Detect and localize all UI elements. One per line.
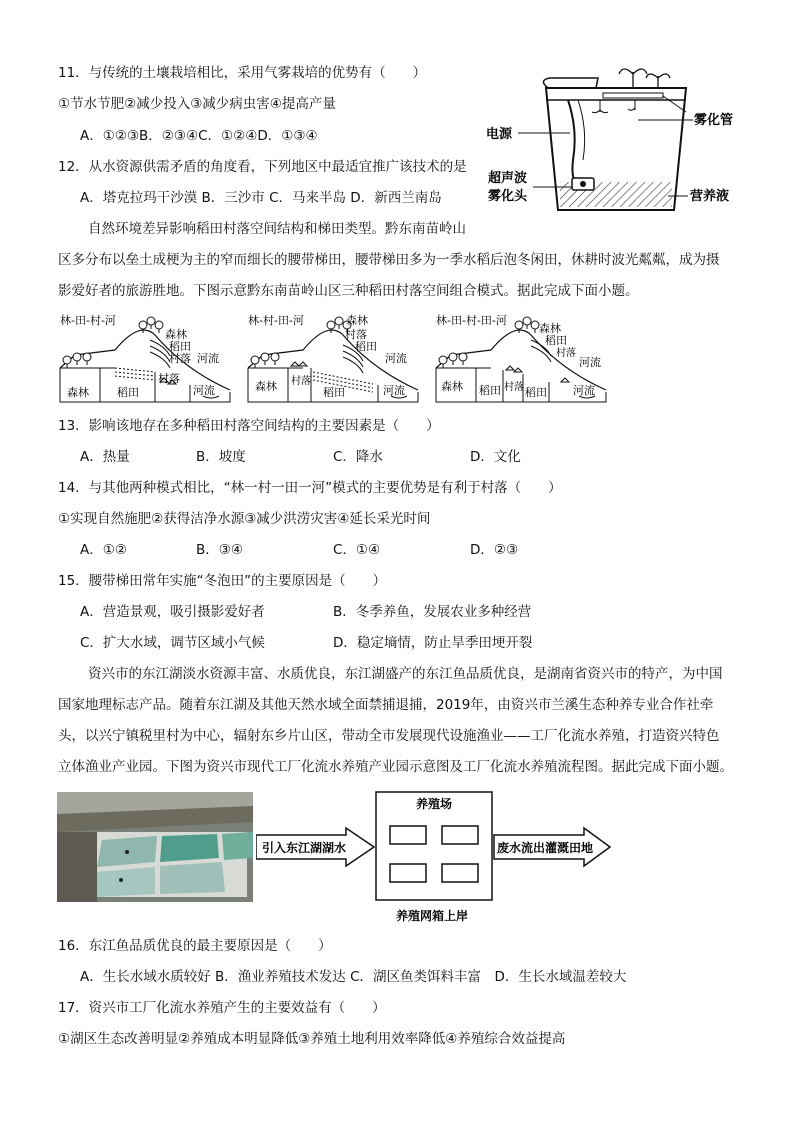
intro1-line1: 自然环境差异影响稻田村落空间结构和梯田类型。黔东南苗岭山 [88,221,466,237]
q16-options: A．生长水域水质较好 B．渔业养殖技术发达 C．湖区鱼类饵料丰富 D．生长水域温差较大 [80,969,627,985]
svg-text:林-村-田-河: 林-村-田-河 [248,314,304,327]
q14-option-a: A．①② [80,542,127,558]
svg-text:森林: 森林 [165,328,187,341]
svg-text:森林: 森林 [441,380,463,393]
q15-option-a: A．营造景观，吸引摄影爱好者 [80,604,265,620]
svg-text:河流: 河流 [383,384,405,397]
svg-text:村落: 村落 [169,352,191,365]
label-nozzle-2: 雾化头 [488,189,528,204]
q14-option-c: C．①④ [333,542,381,558]
svg-text:森林: 森林 [539,322,561,335]
svg-text:河流: 河流 [579,356,601,369]
inflow-label: 引入东江湖湖水 [262,841,347,855]
net-cage [390,826,426,844]
svg-text:稻田: 稻田 [545,334,567,347]
label-nozzle-1: 超声波 [488,171,528,186]
q14-items: ①实现自然施肥②获得洁净水源③减少洪涝灾害④延长采光时间 [58,511,431,527]
farm-label: 养殖场 [416,797,453,811]
svg-text:稻田: 稻田 [169,340,191,353]
svg-text:森林: 森林 [67,386,89,399]
svg-text:稻田: 稻田 [479,384,501,397]
label-power: 电源 [486,127,513,142]
q13-option-c: C．降水 [333,449,383,465]
q13-option-b: B．坡度 [196,449,246,465]
svg-text:村落: 村落 [291,376,311,387]
q17-items: ①湖区生态改善明显②养殖成本明显降低③养殖土地利用效率降低④养殖综合效益提高 [58,1031,566,1047]
svg-text:村落: 村落 [158,372,180,385]
terrace-village-diagram [55,310,615,410]
q12-options: A．塔克拉玛干沙漠 B．三沙市 C．马来半岛 D．新西兰南岛 [80,190,442,206]
q17-stem: 17．资兴市工厂化流水养殖产生的主要效益有（ ） [58,1000,386,1016]
svg-text:河流: 河流 [385,352,407,365]
farm-caption: 养殖网箱上岸 [396,909,469,923]
svg-text:河流: 河流 [197,352,219,365]
q16-stem: 16．东江鱼品质优良的最主要原因是（ ） [58,938,332,954]
intro1-line3: 影爱好者的旅游胜地。下图示意黔东南苗岭山区三种稻田村落空间组合模式。据此完成下面小题。 [58,283,639,299]
panel-1 [60,313,230,402]
q15-option-d: D．稳定墒情，防止旱季田埂开裂 [333,635,533,651]
q12-stem: 12．从水资源供需矛盾的角度看，下列地区中最适宜推广该技术的是 [58,159,467,175]
q13-option-d: D．文化 [470,449,521,465]
q14-option-b: B．③④ [196,542,243,558]
aquaculture-flow-diagram [256,790,616,925]
q11-options: A．①②③B．②③④C．①②④D．①③④ [80,128,318,144]
svg-text:村落: 村落 [556,348,576,359]
intro2-line4: 立体渔业产业园。下图为资兴市现代工厂化流水养殖产业园示意图及工厂化流水养殖流程图。据此完成下面小题。 [58,759,733,775]
q14-option-d: D．②③ [470,542,519,558]
svg-text:河流: 河流 [573,384,595,397]
svg-text:森林: 森林 [346,314,368,327]
svg-text:村落: 村落 [345,328,367,341]
fish-farm-photo [57,792,253,902]
intro2-line3: 头，以兴宁镇税里村为中心，辐射东乡片山区，带动全市发展现代设施渔业——工厂化流水养殖，打造资兴特色 [58,728,720,744]
q14-stem: 14．与其他两种模式相比，“林一村一田一河”模式的主要优势是有利于村落（ ） [58,480,562,496]
net-cage [442,864,478,882]
q15-stem: 15．腰带梯田常年实施“冬泡田”的主要原因是（ ） [58,573,387,589]
net-cage [442,826,478,844]
plant-icon [619,69,647,88]
panel-3 [436,313,606,402]
q11-stem: 11．与传统的土壤栽培相比，采用气雾栽培的优势有（ ） [58,65,427,81]
svg-text:林-田-村-河: 林-田-村-河 [60,314,116,327]
svg-text:林-田-村-田-河: 林-田-村-田-河 [436,314,507,327]
net-cage [390,864,426,882]
svg-text:稻田: 稻田 [323,386,345,399]
intro2-line1: 资兴市的东江湖淡水资源丰富、水质优良，东江湖盛产的东江鱼品质优良，是湖南省资兴市的特产，为中国 [88,666,723,682]
q13-option-a: A．热量 [80,449,130,465]
outflow-label: 废水流出灌溉田地 [497,841,594,855]
label-solution: 营养液 [690,189,730,204]
svg-text:稻田: 稻田 [525,386,547,399]
panel-2 [248,313,418,402]
plant-icon [646,74,670,88]
q13-stem: 13．影响该地存在多种稻田村落空间结构的主要因素是（ ） [58,418,440,434]
q15-option-b: B．冬季养鱼，发展农业多种经营 [333,604,532,620]
svg-text:河流: 河流 [193,384,215,397]
svg-text:稻田: 稻田 [355,340,377,353]
q15-option-c: C．扩大水域，调节区域小气候 [80,635,265,651]
intro2-line2: 国家地理标志产品。随着东江湖及其他天然水域全面禁捕退捕，2019年，由资兴市兰溪生态种养专业合作社牵 [58,697,714,713]
aeroponics-diagram [478,60,738,220]
q11-items: ①节水节肥②减少投入③减少病虫害④提高产量 [58,96,336,112]
intro1-line2: 区多分布以垒土成梗为主的窄而细长的腰带梯田，腰带梯田多为一季水稻后泡冬闲田，休耕时波光粼粼，成为摄 [58,252,720,268]
label-mist-pipe: 雾化管 [694,113,734,128]
svg-text:稻田: 稻田 [117,386,139,399]
svg-text:村落: 村落 [504,382,524,393]
svg-text:森林: 森林 [255,380,277,393]
